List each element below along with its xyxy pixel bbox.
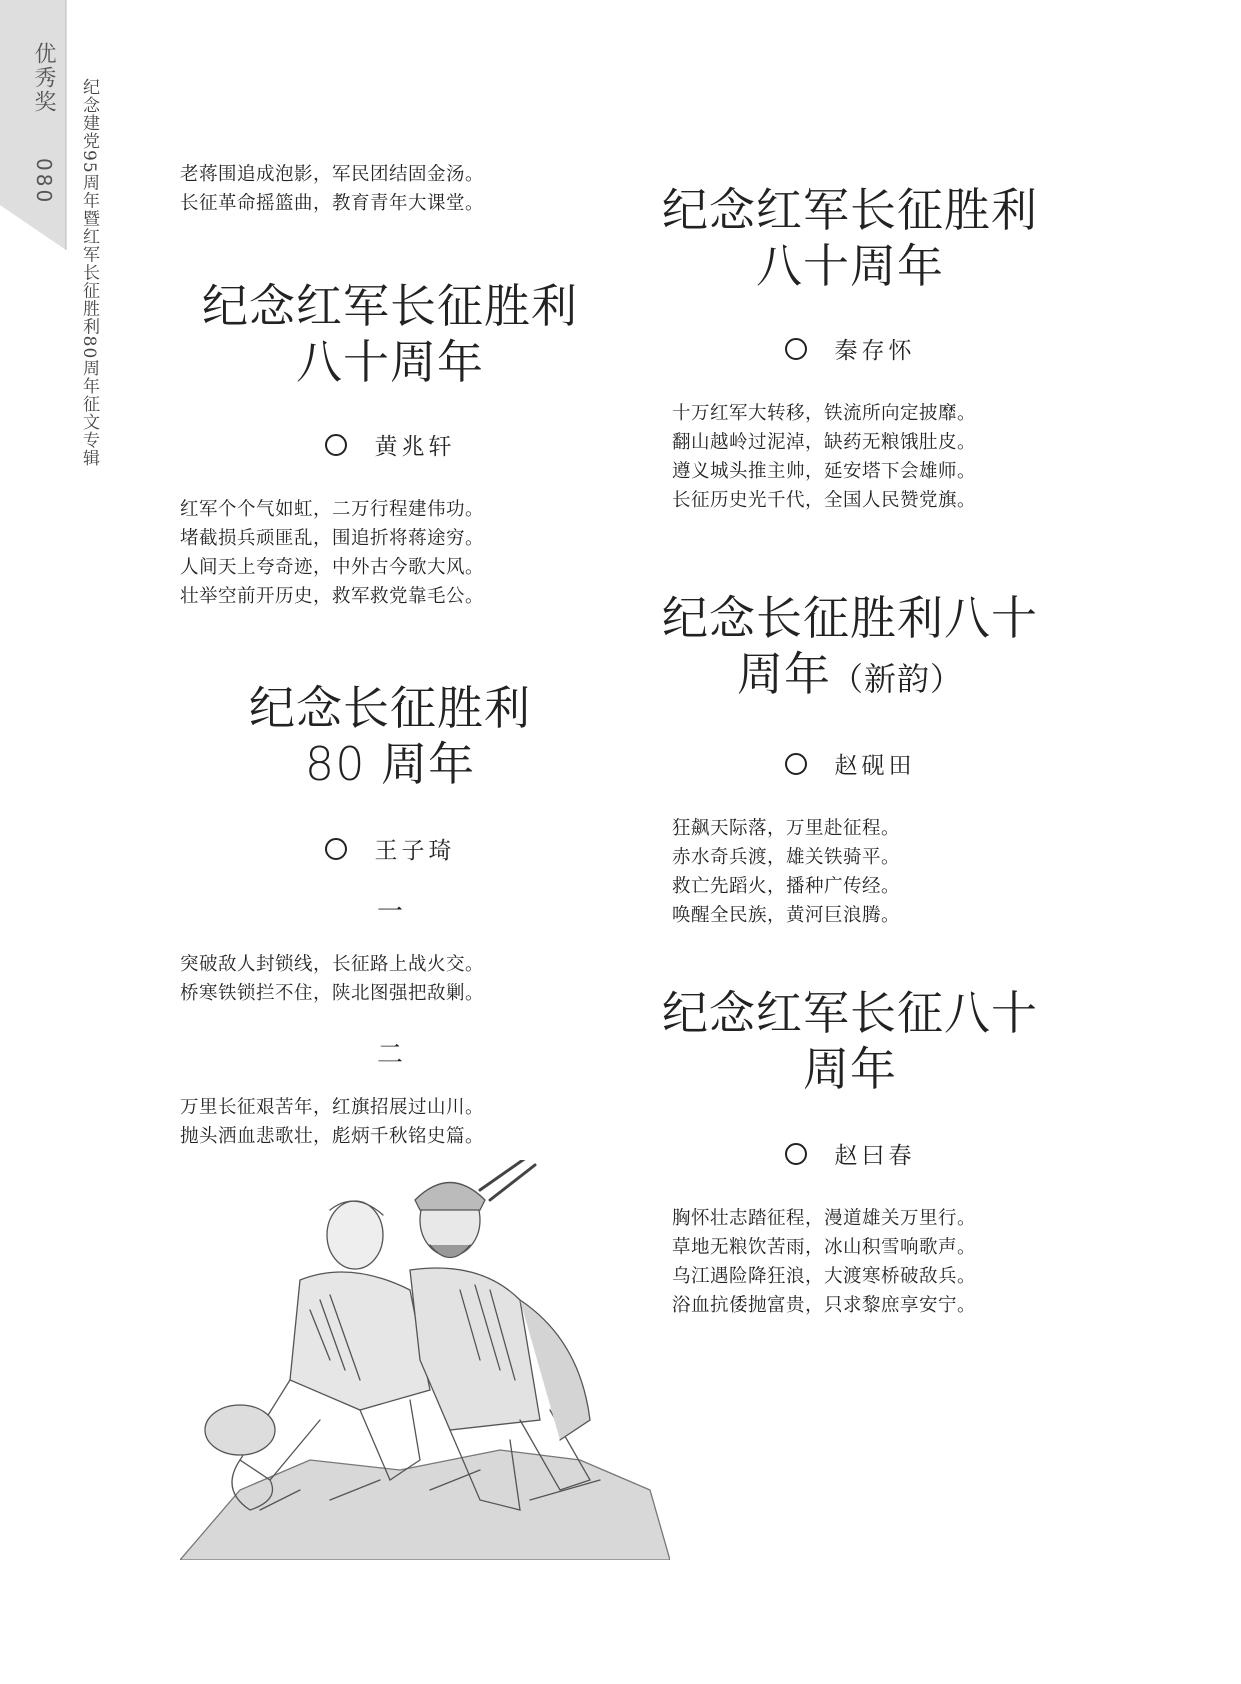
poem-author (640, 747, 1060, 780)
section-number: 二 (376, 1040, 403, 1070)
poem-zhao-yantian (640, 590, 1060, 930)
circle-bullet-icon (325, 838, 347, 860)
author-name: 黄兆轩 (374, 434, 456, 460)
award-label: 优秀奖 (31, 42, 56, 114)
poem-huang (180, 278, 600, 611)
poem-line: 突破敌人封锁线，长征路上战火交。 (180, 954, 485, 975)
poem-author (180, 428, 600, 461)
circle-bullet-icon (325, 434, 347, 456)
poem-body (640, 399, 1060, 515)
poem-line: 乌江遇险降狂浪，大渡寒桥破敌兵。 (672, 1266, 977, 1287)
poem-line: 胸怀壮志踏征程，漫道雄关万里行。 (672, 1208, 977, 1229)
poem-line: 长征历史光千代，全国人民赞党旗。 (672, 490, 977, 511)
poem-author (640, 332, 1060, 365)
poem-line: 浴血抗倭抛富贵，只求黎庶享安宁。 (672, 1295, 977, 1316)
poem-line: 红军个个气如虹，二万行程建伟功。 (180, 499, 485, 520)
author-name: 赵曰春 (834, 1143, 916, 1169)
poem-author (640, 1137, 1060, 1170)
poem-line: 狂飙天际落，万里赴征程。 (672, 818, 901, 839)
poem-line: 壮举空前开历史，救军救党靠毛公。 (180, 586, 485, 607)
poem-line: 唤醒全民族，黄河巨浪腾。 (672, 905, 901, 926)
poem-title-line: 纪念红军长征胜利 (202, 279, 578, 333)
poem-line: 十万红军大转移，铁流所向定披靡。 (672, 403, 977, 424)
page-number: 080 (32, 158, 56, 206)
sketch-icon (180, 1160, 670, 1560)
poem-title-line: 周年 (803, 1042, 897, 1096)
side-tab (0, 0, 70, 250)
poem-title-subtitle: （新韵） (830, 660, 963, 698)
poem-title (640, 985, 1060, 1097)
poem-line: 草地无粮饮苦雨，冰山积雪响歌声。 (672, 1237, 977, 1258)
poem-title (180, 278, 600, 390)
author-name: 王子琦 (374, 838, 456, 864)
poem-title-line: 八十周年 (756, 239, 944, 293)
side-tab-shape (0, 0, 70, 250)
poem-title-line: 纪念长征胜利八十 (662, 591, 1038, 645)
poem-title-line: 八十周年 (296, 335, 484, 389)
poem-line: 桥寒铁锁拦不住，陕北图强把敌剿。 (180, 983, 485, 1004)
intro-poem-ending (180, 160, 600, 218)
circle-bullet-icon (785, 1143, 807, 1165)
poem-line: 老蒋围追成泡影，军民团结固金汤。 (180, 164, 485, 185)
poem-title (640, 182, 1060, 294)
poem-line: 堵截损兵顽匪乱，围追折将蒋途穷。 (180, 528, 485, 549)
circle-bullet-icon (785, 338, 807, 360)
poem-wang (180, 680, 600, 1151)
poem-line: 赤水奇兵渡，雄关铁骑平。 (672, 847, 901, 868)
collection-title: 纪念建党95周年暨红军长征胜利80周年征文专辑 (79, 78, 99, 468)
poem-line: 抛头洒血悲歌壮，彪炳千秋铭史篇。 (180, 1126, 485, 1147)
poem-body (180, 950, 600, 1008)
poem-body (180, 495, 600, 611)
poem-body (180, 1093, 600, 1151)
soldiers-sketch-illustration (180, 1160, 670, 1560)
poem-line: 人间天上夸奇迹，中外古今歌大风。 (180, 557, 485, 578)
poem-line: 遵义城头推主帅，延安塔下会雄师。 (672, 461, 977, 482)
circle-bullet-icon (785, 753, 807, 775)
poem-title (640, 590, 1060, 707)
author-name: 赵砚田 (834, 753, 916, 779)
poem-title (180, 680, 600, 792)
poem-line: 翻山越岭过泥淖，缺药无粮饿肚皮。 (672, 432, 977, 453)
poem-body (640, 1204, 1060, 1320)
poem-title-line: 周年 (736, 647, 831, 701)
poem-title-line: 纪念红军长征胜利 (662, 183, 1038, 237)
poem-title-line: 80 周年 (304, 737, 476, 791)
poem-line: 救亡先蹈火，播种广传经。 (672, 876, 901, 897)
poem-line: 长征革命摇篮曲，教育青年大课堂。 (180, 193, 485, 214)
section-number: 一 (376, 897, 403, 927)
poem-title-line: 纪念长征胜利 (249, 681, 531, 735)
author-name: 秦存怀 (834, 338, 916, 364)
poem-title-line: 纪念红军长征八十 (662, 986, 1038, 1040)
poem-qin (640, 182, 1060, 515)
poem-zhao-yuechun (640, 985, 1060, 1320)
poem-line: 万里长征艰苦年，红旗招展过山川。 (180, 1097, 485, 1118)
poem-author (180, 832, 600, 865)
poem-body (640, 814, 1060, 930)
